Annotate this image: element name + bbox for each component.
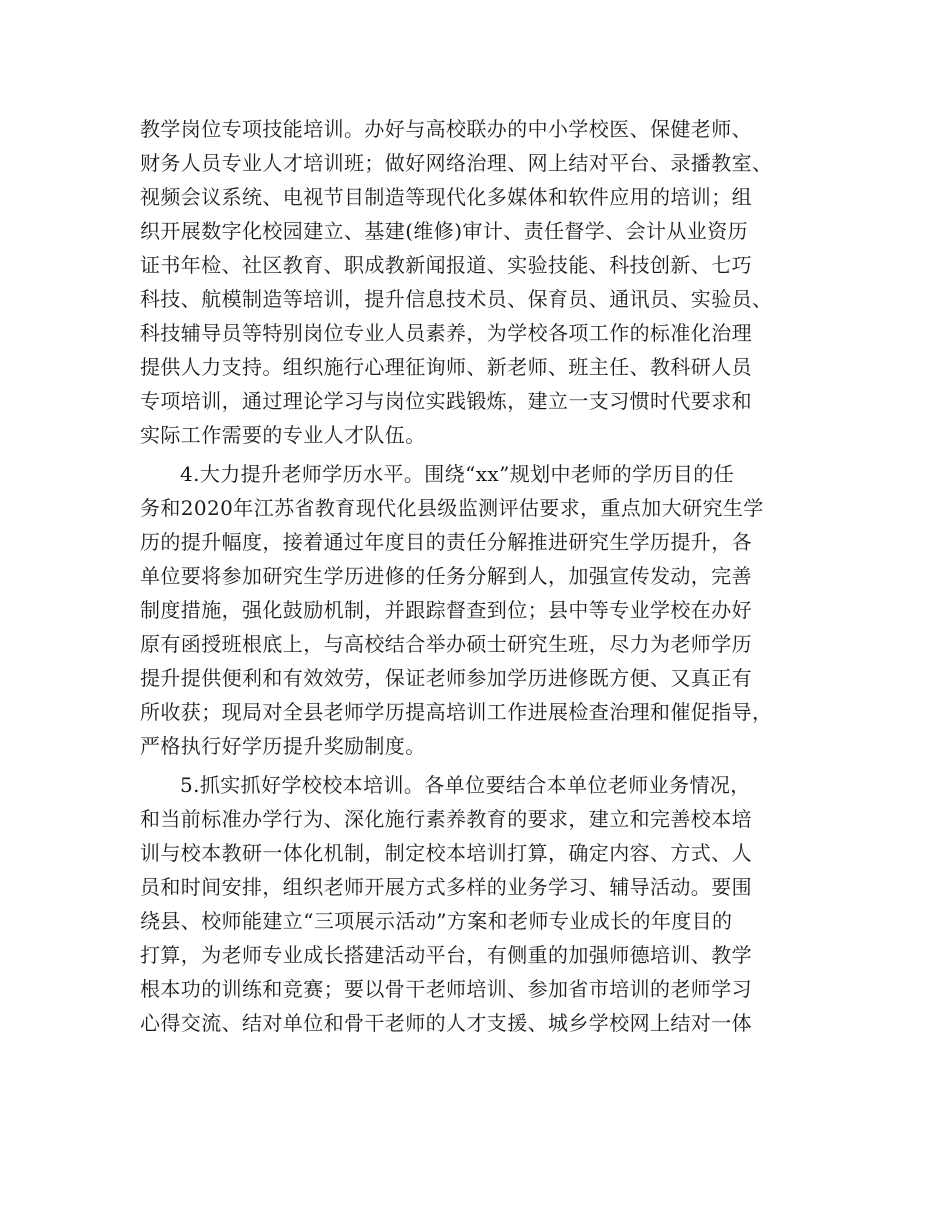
text-line: 务和2020年江苏省教育现代化县级监测评估要求，重点加大研究生学 <box>140 496 764 520</box>
text-line: 心得交流、结对单位和骨干老师的人才支援、城乡学校网上结对一体 <box>140 1011 752 1035</box>
text-line: 5.抓实抓好学校校本培训。各单位要结合本单位老师业务情况， <box>180 773 751 797</box>
text-line: 绕县、校师能建立“三项展示活动”方案和老师专业成长的年度目的 <box>140 909 733 933</box>
text-line: 原有函授班根底上，与高校结合举办硕士研究生班，尽力为老师学历 <box>140 632 752 656</box>
text-line: 实际工作需要的专业人才队伍。 <box>140 423 426 447</box>
text-line: 科技、航模制造等培训，提升信息技术员、保育员、通讯员、实验员、 <box>140 287 773 311</box>
text-line: 提供人力支持。组织施行心理征询师、新老师、班主任、教科研人员 <box>140 355 752 379</box>
text-line: 单位要将参加研究生学历进修的任务分解到人，加强宣传发动，完善 <box>140 564 752 588</box>
text-line: 根本功的训练和竞赛；要以骨干老师培训、参加省市培训的老师学习 <box>140 977 752 1001</box>
text-line: 训与校本教研一体化机制，制定校本培训打算，确定内容、方式、人 <box>140 841 752 865</box>
text-line: 科技辅导员等特别岗位专业人员素养，为学校各项工作的标准化治理 <box>140 321 752 345</box>
text-line: 专项培训，通过理论学习与岗位实践锻炼，建立一支习惯时代要求和 <box>140 389 752 413</box>
paragraph-2 <box>140 457 830 763</box>
paragraph-3 <box>140 768 830 1040</box>
text-line: 历的提升幅度，接着通过年度目的责任分解推进研究生学历提升，各 <box>140 530 752 554</box>
text-line: 和当前标准办学行为、深化施行素养教育的要求，建立和完善校本培 <box>140 807 752 831</box>
paragraph-1 <box>140 112 830 452</box>
text-line: 4.大力提升老师学历水平。围绕“xx”规划中老师的学历目的任 <box>180 462 735 486</box>
text-line: 员和时间安排，组织老师开展方式多样的业务学习、辅导活动。要围 <box>140 875 752 899</box>
text-line: 财务人员专业人才培训班；做好网络治理、网上结对平台、录播教室、 <box>140 151 773 175</box>
text-line: 所收获；现局对全县老师学历提高培训工作进展检查治理和催促指导， <box>140 700 773 724</box>
text-line: 教学岗位专项技能培训。办好与高校联办的中小学校医、保健老师、 <box>140 117 752 141</box>
text-line: 织开展数字化校园建立、基建(维修)审计、责任督学、会计从业资历 <box>140 219 749 243</box>
document-body <box>140 112 830 1040</box>
text-line: 视频会议系统、电视节目制造等现代化多媒体和软件应用的培训；组 <box>140 185 752 209</box>
text-line: 提升提供便利和有效效劳，保证老师参加学历进修既方便、又真正有 <box>140 666 752 690</box>
text-line: 打算，为老师专业成长搭建活动平台，有侧重的加强师德培训、教学 <box>140 943 752 967</box>
text-line: 证书年检、社区教育、职成教新闻报道、实验技能、科技创新、七巧 <box>140 253 752 277</box>
text-line: 制度措施，强化鼓励机制，并跟踪督查到位；县中等专业学校在办好 <box>140 598 752 622</box>
text-line: 严格执行好学历提升奖励制度。 <box>140 734 426 758</box>
